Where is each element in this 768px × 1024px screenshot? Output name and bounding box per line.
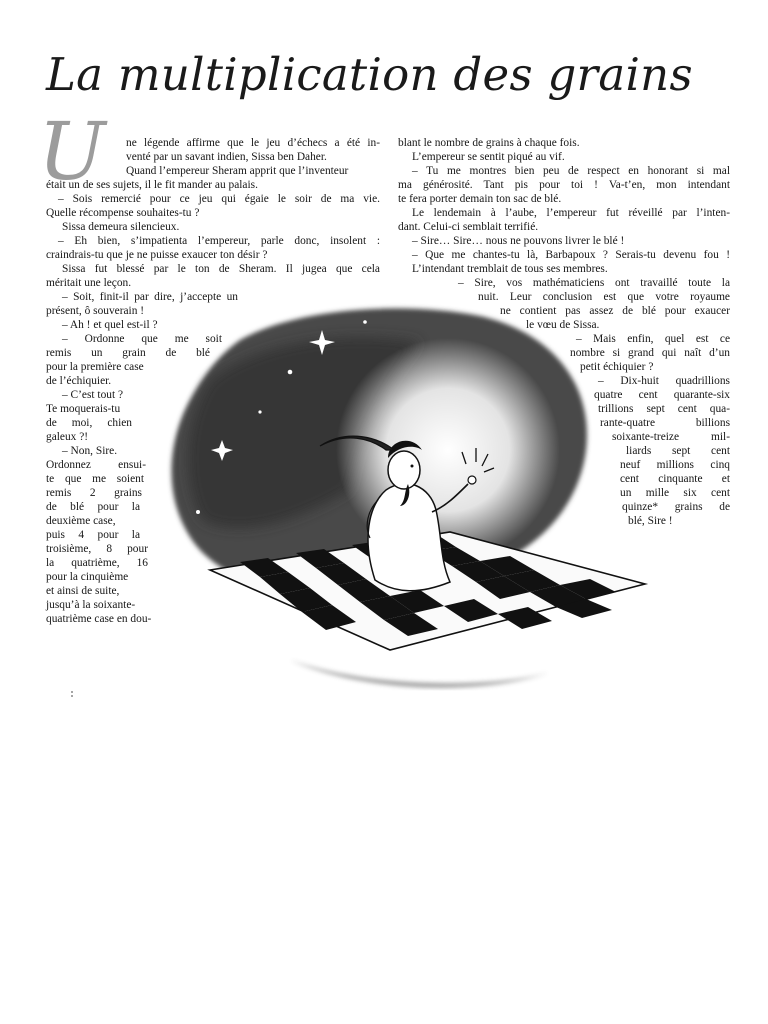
text-line: – Ordonne que me soit [62,333,222,345]
text-line: Le lendemain à l’aube, l’empereur fut réveillé par l’inten- [412,207,730,219]
text-line: – C’est tout ? [62,389,124,401]
text-line: le vœu de Sissa. [526,319,600,331]
text-line: te fera porter demain ton sac de blé. [398,193,562,205]
text-line: – Sois remercié pour ce jeu qui égaie le soir de ma vie. [58,193,380,205]
text-line: Quand l’empereur Sheram apprit que l’inventeur [126,165,349,177]
text-line: – Non, Sire. [62,445,118,457]
text-line: galeux ?! [46,431,89,443]
text-line: jusqu’à la soixante- [46,599,136,611]
text-line: L’intendant tremblait de tous ses membres. [412,263,608,275]
text-line: nombre si grand qui naît d’un [570,347,730,359]
text-line: deuxième case, [46,515,116,527]
text-line: un mille six cent [620,487,730,499]
page-title: La multiplication des grains [46,48,693,101]
text-line: de blé pour la [46,501,140,513]
text-line: de moi, chien [46,417,132,429]
text-line: quinze* grains de [622,501,730,513]
text-line: Ordonnez ensui- [46,459,146,471]
text-line: nuit. Leur conclusion est que votre royaume [478,291,730,303]
text-line: L’empereur se sentit piqué au vif. [412,151,565,163]
text-line: te que me soient [46,473,144,485]
text-line: – Que me chantes-tu là, Barbapoux ? Serais-tu devenu fou ! [412,249,730,261]
text-line: remis un grain de blé [46,347,210,359]
text-line: venté par un savant indien, Sissa ben Daher. [126,151,327,163]
text-line: blé, Sire ! [628,515,673,527]
text-line: dant. Celui-ci semblait terrifié. [398,221,539,233]
text-line: – Sire… Sire… nous ne pouvons livrer le blé ! [412,235,625,247]
text-line: Sissa fut blessé par le ton de Sheram. Il jugea que cela [62,263,380,275]
text-line: ma générosité. Tant pis pour toi ! Va-t’en, mon intendant [398,179,730,191]
text-line: neuf millions cinq [620,459,730,471]
text-line: soixante-treize mil- [612,431,730,443]
text-line: craindrais-tu que je ne puisse exaucer ton désir ? [46,249,268,261]
flying-carpet-illustration [150,300,660,700]
text-line: liards sept cent [626,445,730,457]
text-line: était un de ses sujets, il le fit mander au palais. [46,179,258,191]
text-line: – Dix-huit quadrillions [598,375,730,387]
text-line: blant le nombre de grains à chaque fois. [398,137,580,149]
text-line: Te moquerais-tu [46,403,121,415]
text-line: rante-quatre billions [600,417,730,429]
text-line: présent, ô souverain ! [46,305,145,317]
text-line: pour la cinquième [46,571,129,583]
text-line: de l’échiquier. [46,375,112,387]
text-line: – Soit, finit-il par dire, j’accepte un [62,291,238,303]
text-line: remis 2 grains [46,487,142,499]
text-line: quatre cent quarante-six [594,389,730,401]
scan-speck [70,690,74,698]
text-line: pour la première case [46,361,144,373]
text-line: puis 4 pour la [46,529,140,541]
text-line: ne légende affirme que le jeu d’échecs a été in- [126,137,380,149]
sissa-head [388,451,420,489]
text-line: troisième, 8 pour [46,543,148,555]
text-line: la quatrième, 16 [46,557,148,569]
text-line: ne contient pas assez de blé pour exaucer [500,305,730,317]
text-line: et ainsi de suite, [46,585,120,597]
text-line: – Ah ! et quel est-il ? [62,319,158,331]
text-line: petit échiquier ? [580,361,654,373]
text-line: – Eh bien, s’impatienta l’empereur, parle donc, insolent : [58,235,380,247]
text-line: – Sire, vos mathématiciens ont travaillé toute la [458,277,730,289]
grain-of-wheat-icon [468,476,476,484]
text-line: Quelle récompense souhaites-tu ? [46,207,200,219]
text-line: quatrième case en dou- [46,613,152,625]
text-line: – Mais enfin, quel est ce [576,333,730,345]
text-line: cent cinquante et [620,473,730,485]
drop-cap: U [38,105,106,198]
text-line: Sissa demeura silencieux. [62,221,180,233]
text-line: trillions sept cent qua- [598,403,730,415]
text-line: méritait une leçon. [46,277,132,289]
text-line: – Tu me montres bien peu de respect en honorant si mal [412,165,730,177]
